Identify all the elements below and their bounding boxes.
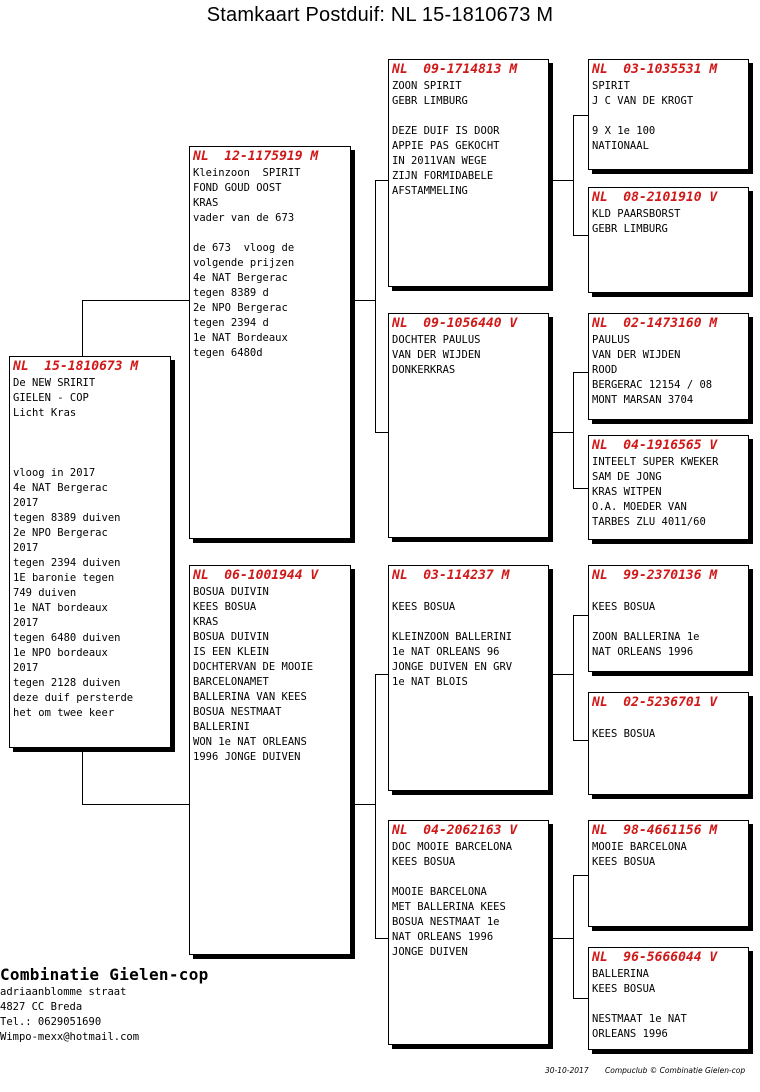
info-line: KEES BOSUA xyxy=(392,856,456,868)
connector-line xyxy=(573,875,589,876)
connector-line xyxy=(82,804,190,805)
breeder-street: adriaanblomme straat xyxy=(0,986,127,998)
ring-number: NL 03-114237 M xyxy=(392,568,510,583)
info-line: KEES BOSUA xyxy=(592,728,656,740)
info-line: JONGE DUIVEN EN GRV xyxy=(392,661,513,673)
info-line: GIELEN - COP xyxy=(13,392,89,404)
info-line: 1996 JONGE DUIVEN xyxy=(193,751,301,763)
software-credit: Compuclub © Combinatie Gielen-cop xyxy=(605,1066,746,1075)
info-line xyxy=(592,585,748,600)
info-line: tegen 6480 duiven xyxy=(13,632,121,644)
info-line: GEBR LIMBURG xyxy=(392,95,468,107)
connector-line xyxy=(548,674,573,675)
info-line: MOOIE BARCELONA xyxy=(592,841,687,853)
connector-line xyxy=(573,875,574,998)
print-date: 30-10-2017 xyxy=(545,1066,589,1075)
info-line xyxy=(392,585,548,600)
info-line: 2017 xyxy=(13,662,39,674)
pigeon-card-dss xyxy=(588,565,749,672)
ring-number: NL 99-2370136 M xyxy=(592,568,718,583)
info-line: KEES BOSUA xyxy=(193,601,257,613)
info-line: DOC MOOIE BARCELONA xyxy=(392,841,513,853)
info-line: ROOD xyxy=(592,364,618,376)
ring-number: NL 96-5666044 V xyxy=(592,950,718,965)
info-line: 2017 xyxy=(13,497,39,509)
pigeon-info xyxy=(592,712,748,742)
info-line: vader van de 673 xyxy=(193,212,295,224)
info-line: DOCHTERVAN DE MOOIE xyxy=(193,661,314,673)
info-line: KEES BOSUA xyxy=(592,983,656,995)
info-line: KLEINZOON BALLERINI xyxy=(392,631,513,643)
info-line: DOCHTER PAULUS xyxy=(392,334,481,346)
ring-number: NL 02-5236701 V xyxy=(592,695,718,710)
info-line: 1e NAT ORLEANS 96 xyxy=(392,646,500,658)
ring-number: NL 08-2101910 V xyxy=(592,190,718,205)
info-line: MONT MARSAN 3704 xyxy=(592,394,694,406)
pigeon-card-sire-sire xyxy=(388,59,549,287)
info-line: J C VAN DE KROGT xyxy=(592,95,694,107)
info-line: ORLEANS 1996 xyxy=(592,1028,668,1040)
breeder-phone: Tel.: 0629051690 xyxy=(0,1016,102,1028)
info-line: SAM DE JONG xyxy=(592,471,662,483)
info-line: WON 1e NAT ORLEANS xyxy=(193,736,307,748)
info-line: GEBR LIMBURG xyxy=(592,223,668,235)
pigeon-info xyxy=(392,840,548,960)
connector-line xyxy=(573,615,574,740)
info-line: INTEELT SUPER KWEKER xyxy=(592,456,719,468)
connector-line xyxy=(82,748,83,804)
info-line: BALLERINI xyxy=(193,721,250,733)
info-line: 1E baronie tegen xyxy=(13,572,115,584)
info-line xyxy=(13,436,170,451)
pigeon-card-subject xyxy=(9,356,171,748)
info-line: deze duif persterde xyxy=(13,692,134,704)
info-line xyxy=(592,712,748,727)
info-line: NATIONAAL xyxy=(592,140,649,152)
info-line: KEES BOSUA xyxy=(592,856,656,868)
connector-line xyxy=(375,432,389,433)
pigeon-info xyxy=(592,840,748,870)
info-line xyxy=(592,109,748,124)
breeder-info xyxy=(0,965,209,1045)
info-line: tegen 2394 d xyxy=(193,317,269,329)
info-line: ZOON BALLERINA 1e xyxy=(592,631,700,643)
info-line: 4e NAT Bergerac xyxy=(13,482,108,494)
ring-number: NL 09-1714813 M xyxy=(392,62,518,77)
info-line: DONKERKRAS xyxy=(392,364,456,376)
info-line: tegen 2128 duiven xyxy=(13,677,121,689)
pigeon-card-sds xyxy=(588,313,749,420)
connector-line xyxy=(375,180,376,432)
info-line: 2017 xyxy=(13,617,39,629)
connector-line xyxy=(375,674,376,938)
pigeon-card-ddd xyxy=(588,947,749,1050)
pigeon-info xyxy=(13,376,170,721)
info-line xyxy=(193,226,350,241)
info-line: 749 duiven xyxy=(13,587,77,599)
connector-line xyxy=(573,740,589,741)
info-line: volgende prijzen xyxy=(193,257,295,269)
connector-line xyxy=(82,300,190,301)
info-line: 1e NAT BLOIS xyxy=(392,676,468,688)
pigeon-card-sire-dam xyxy=(388,313,549,538)
info-line: O.A. MOEDER VAN xyxy=(592,501,687,513)
info-line: NESTMAAT 1e NAT xyxy=(592,1013,687,1025)
info-line xyxy=(592,615,748,630)
info-line xyxy=(13,451,170,466)
info-line: BOSUA NESTMAAT xyxy=(193,706,282,718)
info-line: KEES BOSUA xyxy=(592,601,656,613)
pigeon-card-sdd xyxy=(588,435,749,540)
info-line xyxy=(392,870,548,885)
pigeon-info xyxy=(592,79,748,154)
info-line: KRAS WITPEN xyxy=(592,486,662,498)
breeder-email[interactable]: Wimpo-mexx@hotmail.com xyxy=(0,1031,140,1043)
connector-line xyxy=(375,674,389,675)
info-line: MET BALLERINA KEES xyxy=(392,901,506,913)
info-line: FOND GOUD OOST xyxy=(193,182,282,194)
pigeon-info xyxy=(392,585,548,690)
pigeon-info xyxy=(193,585,350,765)
connector-line xyxy=(375,180,389,181)
connector-line xyxy=(573,235,589,236)
info-line: IN 2011VAN WEGE xyxy=(392,155,487,167)
pigeon-info xyxy=(392,79,548,199)
info-line: VAN DER WIJDEN xyxy=(592,349,681,361)
ring-number: NL 12-1175919 M xyxy=(193,149,319,164)
connector-line xyxy=(573,115,574,235)
pigeon-info xyxy=(592,455,748,530)
connector-line xyxy=(548,432,573,433)
pigeon-card-dsd xyxy=(588,692,749,795)
pigeon-info xyxy=(193,166,350,361)
ring-number: NL 98-4661156 M xyxy=(592,823,718,838)
info-line: BOSUA NESTMAAT 1e xyxy=(392,916,500,928)
connector-line xyxy=(573,488,589,489)
info-line: KEES BOSUA xyxy=(392,601,456,613)
info-line: ZOON SPIRIT xyxy=(392,80,462,92)
info-line: De NEW SRIRIT xyxy=(13,377,96,389)
connector-line xyxy=(375,938,389,939)
info-line: DEZE DUIF IS DOOR xyxy=(392,125,500,137)
info-line: ZIJN FORMIDABELE xyxy=(392,170,494,182)
info-line: tegen 6480d xyxy=(193,347,263,359)
info-line: tegen 8389 duiven xyxy=(13,512,121,524)
connector-line xyxy=(82,300,83,356)
page-title: Stamkaart Postduif: NL 15-1810673 M xyxy=(206,4,554,26)
info-line: TARBES ZLU 4011/60 xyxy=(592,516,706,528)
info-line: Licht Kras xyxy=(13,407,77,419)
info-line: 9 X 1e 100 xyxy=(592,125,656,137)
info-line: 2017 xyxy=(13,542,39,554)
info-line: VAN DER WIJDEN xyxy=(392,349,481,361)
info-line: BERGERAC 12154 / 08 xyxy=(592,379,713,391)
connector-line xyxy=(350,804,375,805)
pigeon-info xyxy=(592,207,748,237)
ring-number: NL 04-2062163 V xyxy=(392,823,518,838)
ring-number: NL 15-1810673 M xyxy=(13,359,139,374)
info-line: AFSTAMMELING xyxy=(392,185,468,197)
pigeon-info xyxy=(592,333,748,408)
info-line: NAT ORLEANS 1996 xyxy=(592,646,694,658)
info-line: BARCELONAMET xyxy=(193,676,269,688)
pigeon-card-dam-sire xyxy=(388,565,549,791)
pigeon-card-dam-dam xyxy=(388,820,549,1045)
pigeon-card-ssd xyxy=(588,187,749,293)
info-line: APPIE PAS GEKOCHT xyxy=(392,140,500,152)
info-line: 2e NPO Bergerac xyxy=(193,302,288,314)
info-line: KRAS xyxy=(193,197,219,209)
info-line xyxy=(392,109,548,124)
info-line: het om twee keer xyxy=(13,707,115,719)
info-line: 1e NAT bordeaux xyxy=(13,602,108,614)
connector-line xyxy=(573,115,589,116)
ring-number: NL 04-1916565 V xyxy=(592,438,718,453)
info-line: NAT ORLEANS 1996 xyxy=(392,931,494,943)
info-line: BOSUA DUIVIN xyxy=(193,586,269,598)
connector-line xyxy=(573,372,589,373)
pigeon-card-dam xyxy=(189,565,351,955)
info-line: BALLERINA VAN KEES xyxy=(193,691,307,703)
info-line: vloog in 2017 xyxy=(13,467,96,479)
info-line: 1e NAT Bordeaux xyxy=(193,332,288,344)
pigeon-info xyxy=(592,585,748,660)
ring-number: NL 02-1473160 M xyxy=(592,316,718,331)
info-line: SPIRIT xyxy=(592,80,630,92)
connector-line xyxy=(573,615,589,616)
info-line: IS EEN KLEIN xyxy=(193,646,269,658)
info-line: MOOIE BARCELONA xyxy=(392,886,487,898)
pigeon-card-sire xyxy=(189,146,351,539)
info-line: 4e NAT Bergerac xyxy=(193,272,288,284)
connector-line xyxy=(573,998,589,999)
pigeon-card-dds xyxy=(588,820,749,927)
info-line: BOSUA DUIVIN xyxy=(193,631,269,643)
info-line xyxy=(592,997,748,1012)
info-line: JONGE DUIVEN xyxy=(392,946,468,958)
info-line: 2e NPO Bergerac xyxy=(13,527,108,539)
breeder-name: Combinatie Gielen-cop xyxy=(0,965,209,984)
info-line: KLD PAARSBORST xyxy=(592,208,681,220)
connector-line xyxy=(548,938,573,939)
ring-number: NL 03-1035531 M xyxy=(592,62,718,77)
pigeon-card-sss xyxy=(588,59,749,170)
pigeon-info xyxy=(592,967,748,1042)
connector-line xyxy=(548,180,573,181)
info-line: de 673 vloog de xyxy=(193,242,295,254)
info-line: KRAS xyxy=(193,616,219,628)
info-line: Kleinzoon SPIRIT xyxy=(193,167,301,179)
info-line: 1e NPO bordeaux xyxy=(13,647,108,659)
pigeon-info xyxy=(392,333,548,378)
info-line xyxy=(392,615,548,630)
connector-line xyxy=(350,300,375,301)
info-line: PAULUS xyxy=(592,334,630,346)
connector-line xyxy=(573,372,574,488)
breeder-postcode: 4827 CC Breda xyxy=(0,1001,83,1013)
info-line: tegen 2394 duiven xyxy=(13,557,121,569)
info-line: BALLERINA xyxy=(592,968,649,980)
ring-number: NL 09-1056440 V xyxy=(392,316,518,331)
info-line xyxy=(13,421,170,436)
ring-number: NL 06-1001944 V xyxy=(193,568,319,583)
info-line: tegen 8389 d xyxy=(193,287,269,299)
